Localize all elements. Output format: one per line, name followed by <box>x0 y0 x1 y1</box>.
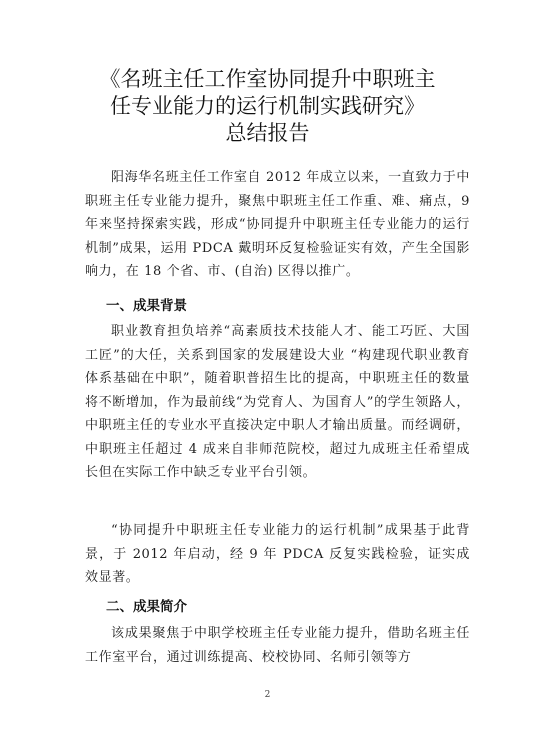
section-heading-introduction: 二、成果简介 <box>106 599 187 615</box>
document-title-line-3: 总结报告 <box>225 121 310 145</box>
background-paragraph-1: 职业教育担负培养“高素质技术技能人才、能工巧匠、大国工匠”的大任，关系到国家的发展建设大业 “构建现代职业教育体系基础在中职”，随着职普招生比的提高，中职班主任的数量将不断增加，作为最前线“为党育人、为国育人”的学生领路人，中职班主任的专业水平直接决定中职人才输出质量。而经调研，中职班主任超过 4 成来自非师范院校，超过九成班主任希望成长但在实际工作中缺乏专业平台引领。 <box>85 324 470 480</box>
intro-paragraph: 阳海华名班主任工作室自 2012 年成立以来，一直致力于中职班主任专业能力提升，聚焦中职班主任工作重、难、痛点，9 年来坚持探索实践，形成“协同提升中职班主任专业能力的运行机制”成果，运用 PDCA 戴明环反复检验证实有效，产生全国影响力，在 18 个省、市、(自治) 区得以推广。 <box>85 170 470 279</box>
document-title-line-2: 任专业能力的运行机制实践研究》 <box>110 94 425 118</box>
section-heading-background: 一、成果背景 <box>106 298 187 314</box>
background-paragraph-2: “协同提升中职班主任专业能力的运行机制”成果基于此背景，于 2012 年启动，经 9 年 PDCA 反复实践检验，证实成效显著。 <box>85 523 470 585</box>
introduction-paragraph-1: 该成果聚焦于中职学校班主任专业能力提升，借助名班主任工作室平台，通过训练提高、校校协同、名师引领等方 <box>85 626 470 665</box>
document-title-line-1: 《名班主任工作室协同提升中职班主 <box>99 67 436 91</box>
page-number: 2 <box>264 690 271 700</box>
